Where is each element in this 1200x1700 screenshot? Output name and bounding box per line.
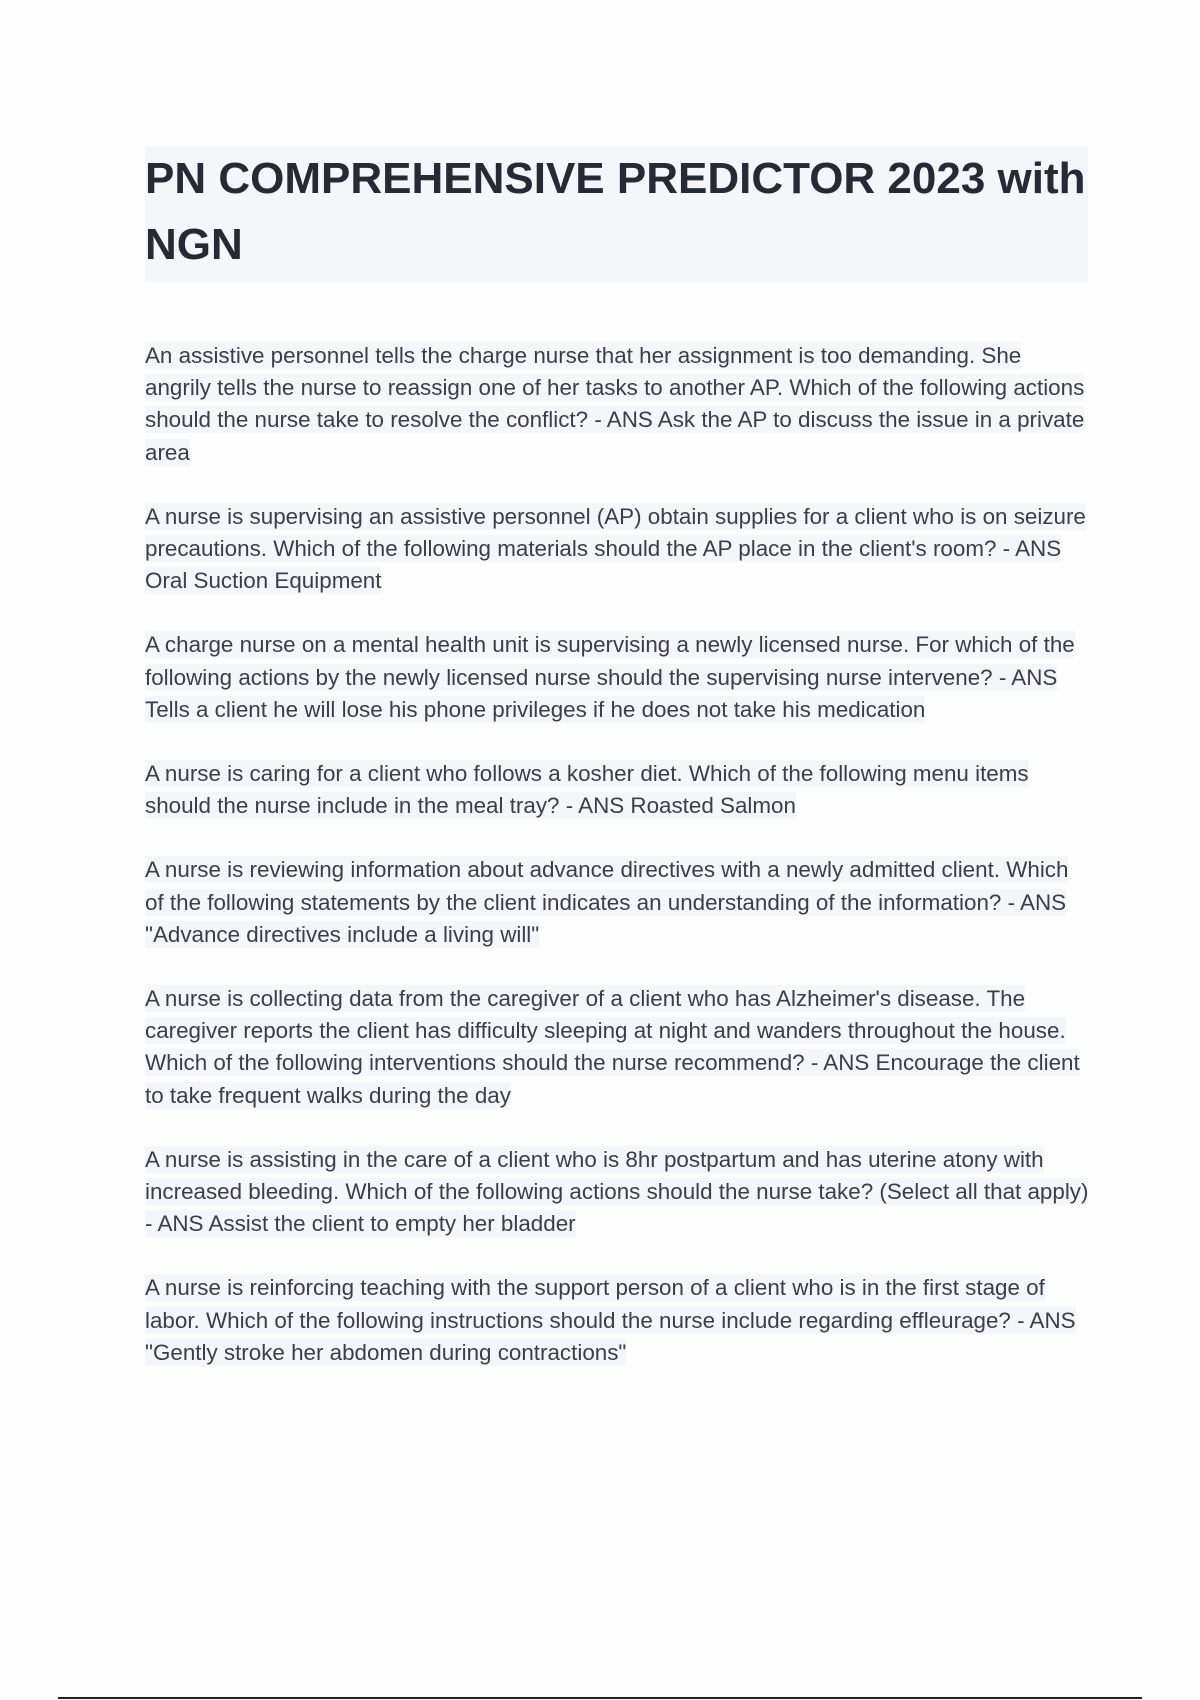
qa-item-1 <box>145 340 1090 469</box>
qa-text: An assistive personnel tells the charge nurse that her assignment is too demanding. She angrily tells the nurse to reassign one of her tasks to another AP. Which of the following actions should the nurse take to resolve the conflict? - ANS Ask the AP to discuss the issue in a private area <box>145 343 1085 465</box>
qa-item-6 <box>145 983 1090 1112</box>
question-answer-list <box>145 340 1090 1401</box>
page-bottom-rule <box>58 1697 1142 1699</box>
qa-text: A charge nurse on a mental health unit is supervising a newly licensed nurse. For which of the following actions by the newly licensed nurse should the supervising nurse intervene? - ANS Tells a client he will lose his phone privileges if he does not take his medication <box>145 632 1075 722</box>
qa-text: A nurse is supervising an assistive personnel (AP) obtain supplies for a client who is on seizure precautions. Which of the following materials should the AP place in the client's room? - ANS Oral Suction Equipment <box>145 503 1086 594</box>
title-block <box>145 146 1088 282</box>
qa-item-7 <box>145 1144 1090 1241</box>
qa-text: A nurse is assisting in the care of a client who is 8hr postpartum and has uterine atony with increased bleeding. Which of the following actions should the nurse take? (Select all that apply) - ANS Assist the client to empty her bladder <box>145 1146 1089 1237</box>
qa-item-3 <box>145 629 1090 726</box>
qa-item-8 <box>145 1272 1090 1369</box>
qa-text: A nurse is reinforcing teaching with the support person of a client who is in the first stage of labor. Which of the following instructions should the nurse include regarding effleurage? - ANS "Gently stroke her abdomen during contractions" <box>145 1275 1076 1365</box>
document-title: PN COMPREHENSIVE PREDICTOR 2023 with NGN <box>145 154 1086 269</box>
qa-text: A nurse is reviewing information about advance directives with a newly admitted client. Which of the following statements by the client indicates an understanding of the information? - ANS "Advance directives include a living will" <box>145 857 1069 947</box>
qa-item-4 <box>145 758 1090 822</box>
qa-item-2 <box>145 501 1090 598</box>
qa-text: A nurse is collecting data from the caregiver of a client who has Alzheimer's disease. The caregiver reports the client has difficulty sleeping at night and wanders throughout the house. Which of the following interventions should the nurse recommend? - ANS Encourage the client to take frequent walks during the day <box>145 986 1080 1108</box>
qa-text: A nurse is caring for a client who follows a kosher diet. Which of the following menu items should the nurse include in the meal tray? - ANS Roasted Salmon <box>145 761 1029 819</box>
qa-item-5 <box>145 854 1090 951</box>
